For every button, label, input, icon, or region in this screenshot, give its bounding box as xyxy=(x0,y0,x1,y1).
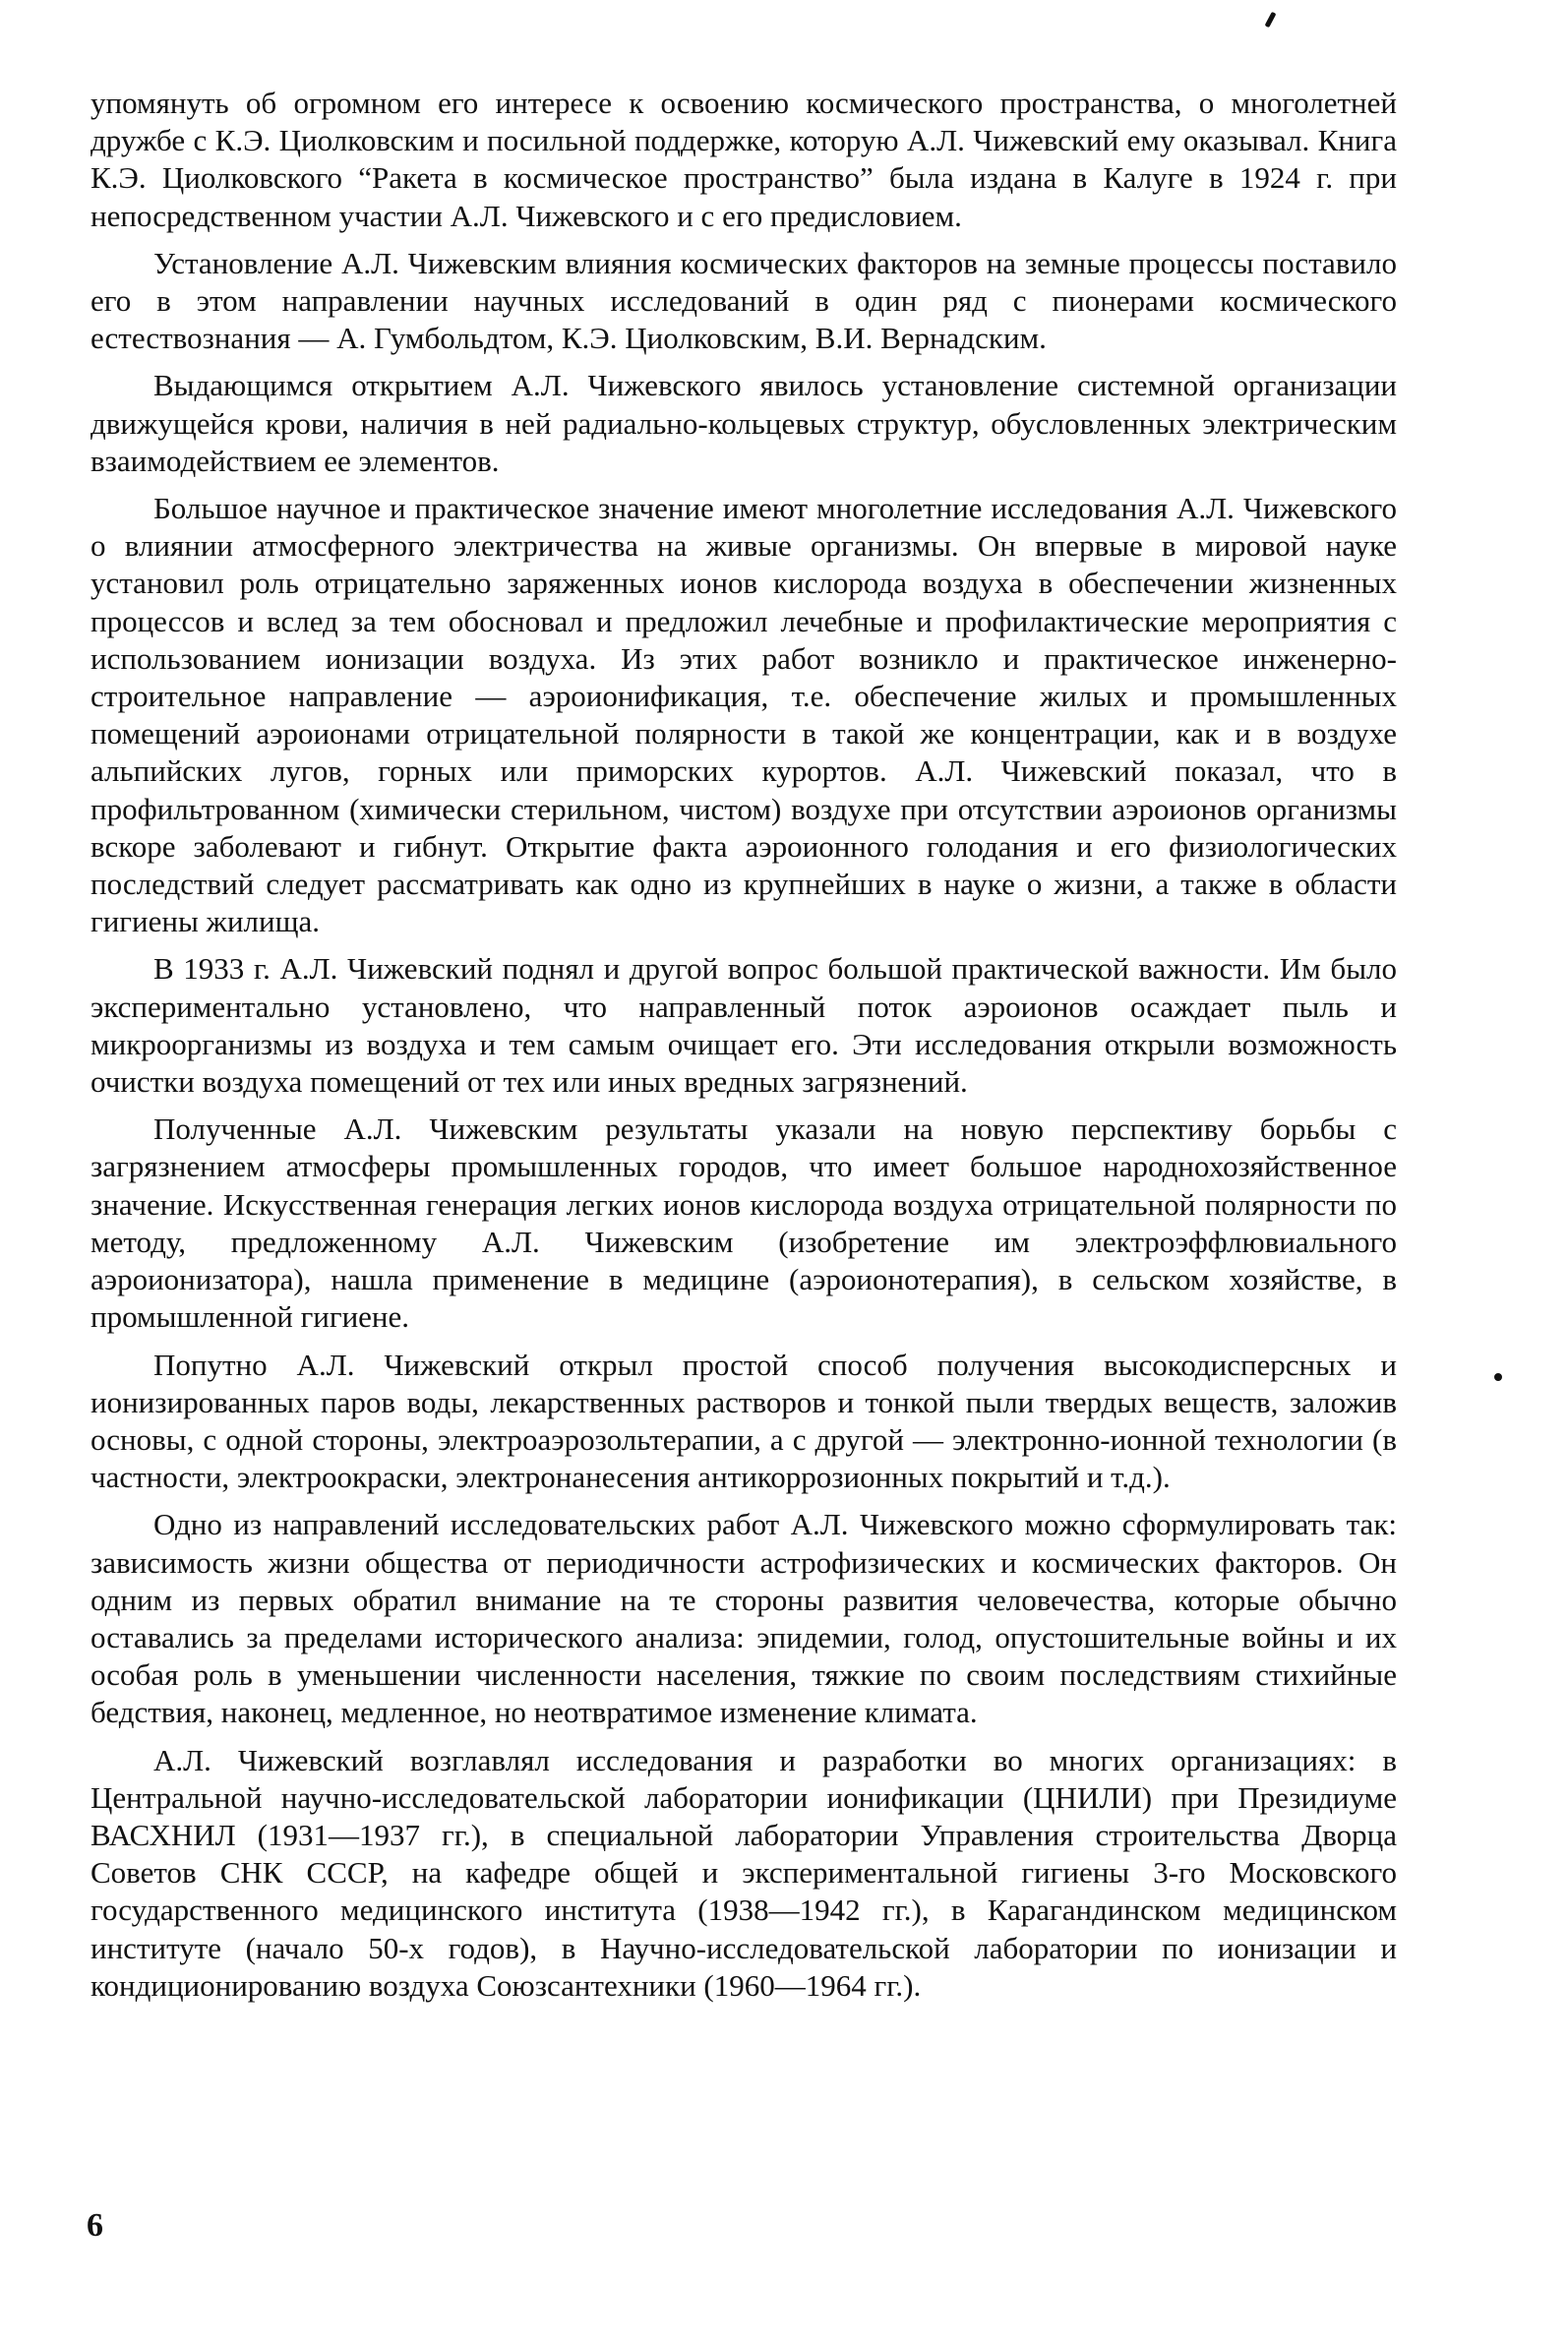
scan-dot xyxy=(1494,1373,1502,1381)
scan-mark xyxy=(1265,12,1277,28)
page-number: 6 xyxy=(87,2207,103,2244)
paragraph: В 1933 г. А.Л. Чижевский поднял и другой вопрос большой практической важности. Им было экспериментально установлено, что направленный поток аэроионов осаждает пыль и микроорганизмы из воздуха и тем самым очищает его. Эти исследования открыли возможность очистки воздуха помещений от тех или иных вредных загрязнений. xyxy=(90,951,1397,1100)
paragraph: Полученные А.Л. Чижевским результаты указали на новую перспективу борьбы с загрязнением атмосферы промышленных городов, что имеет большое народнохозяйственное значение. Искусственная генерация легких ионов кислорода воздуха отрицательной полярности по методу, предложенному А.Л. Чижевским (изобретение им электроэффлювиального аэроионизатора), нашла применение в медицине (аэроионотерапия), в сельском хозяйстве, в промышленной гигиене. xyxy=(90,1111,1397,1335)
paragraph: Большое научное и практическое значение имеют многолетние исследования А.Л. Чижевского о влиянии атмосферного электричества на живые организмы. Он впервые в мировой науке установил роль отрицательно заряженных ионов кислорода воздуха в обеспечении жизненных процессов и вслед за тем обосновал и предложил лечебные и профилактические мероприятия с использованием ионизации воздуха. Из этих работ возникло и практическое инженерно-строительное направление — аэроионификация, т.е. обеспечение жилых и промышленных помещений аэроионами отрицательной полярности в такой же концентрации, как и в воздухе альпийских лугов, горных или приморских курортов. А.Л. Чижевский показал, что в профильтрованном (химически стерильном, чистом) воздухе при отсутствии аэроионов организмы вскоре заболевают и гибнут. Открытие факта аэроионного голодания и его физиологических последствий следует рассматривать как одно из крупнейших в науке о жизни, а также в области гигиены жилища. xyxy=(90,491,1397,939)
paragraph: упомянуть об огромном его интересе к освоению космического пространства, о многолетней дружбе с К.Э. Циолковским и посильной поддержке, которую А.Л. Чижевский ему оказывал. Книга К.Э. Циолковского “Ракета в космическое пространство” была издана в Калуге в 1924 г. при непосредственном участии А.Л. Чижевского и с его предисловием. xyxy=(90,86,1397,233)
paragraph: А.Л. Чижевский возглавлял исследования и разработки во многих организациях: в Центральной научно-исследовательской лаборатории ионификации (ЦНИЛИ) при Президиуме ВАСХНИЛ (1931—1937 гг.), в специальной лаборатории Управления строительства Дворца Советов СНК СССР, на кафедре общей и экспериментальной гигиены 3-го Московского государственного медицинского института (1938—1942 гг.), в Карагандинском медицинском институте (начало 50-х годов), в Научно-исследовательской лаборатории по ионизации и кондиционированию воздуха Союзсантехники (1960—1964 гг.). xyxy=(90,1742,1397,2003)
paragraph: Одно из направлений исследовательских работ А.Л. Чижевского можно сформулировать так: зависимость жизни общества от периодичности астрофизических и космических факторов. Он одним из первых обратил внимание на те стороны развития человечества, которые обычно оставались за пределами исторического анализа: эпидемии, голод, опустошительные войны и их особая роль в уменьшении численности населения, тяжкие по своим последствиям стихийные бедствия, наконец, медленное, но неотвратимое изменение климата. xyxy=(90,1507,1397,1730)
paragraph: Установление А.Л. Чижевским влияния космических факторов на земные процессы поставило его в этом направлении научных исследований в один ряд с пионерами космического естествознания — А. Гумбольдтом, К.Э. Циолковским, В.И. Вернадским. xyxy=(90,245,1397,356)
paragraph: Выдающимся открытием А.Л. Чижевского явилось установление системной организации движущейся крови, наличия в ней радиально-кольцевых структур, обусловленных электрическим взаимодействием ее элементов. xyxy=(90,368,1397,478)
body-text xyxy=(90,85,1397,2005)
paragraph: Попутно А.Л. Чижевский открыл простой способ получения высокодисперсных и ионизированных паров воды, лекарственных растворов и тонкой пыли твердых веществ, заложив основы, с одной стороны, электроаэрозольтерапии, а с другой — электронно-ионной технологии (в частности, электроокраски, электронанесения антикоррозионных покрытий и т.д.). xyxy=(90,1347,1397,1495)
